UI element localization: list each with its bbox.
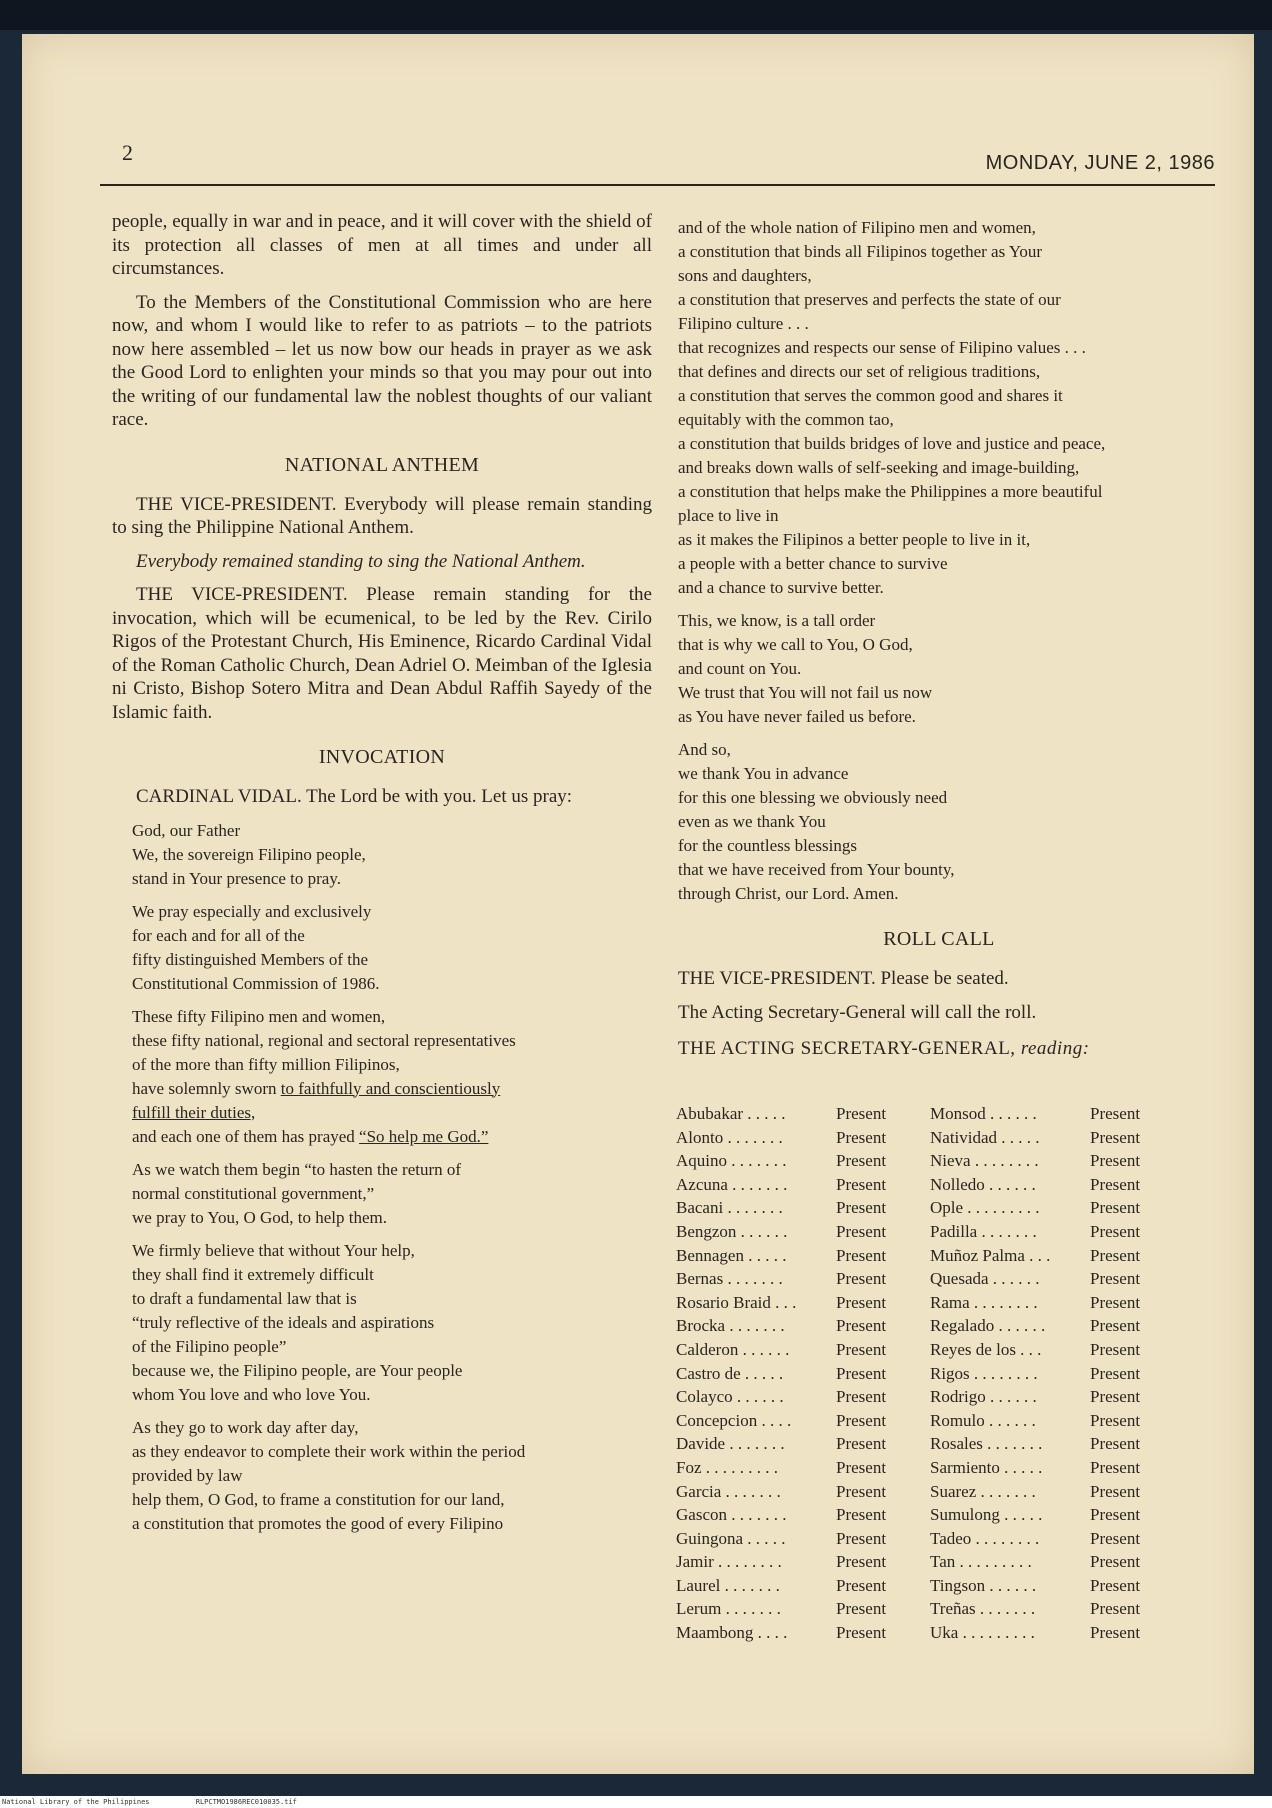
roll-call-row: [930, 1574, 1180, 1598]
paragraph: The Acting Secretary-General will call the roll.: [678, 1001, 1037, 1023]
attendance-status: Present: [836, 1104, 887, 1123]
roll-call-row: [930, 1503, 1180, 1527]
prayer-line: sons and daughters,: [678, 266, 812, 285]
member-name: Romulo . . . . . .: [930, 1410, 1036, 1430]
attendance-status: Present: [1090, 1104, 1141, 1123]
attendance-status: Present: [836, 1269, 887, 1289]
roll-call-row: [676, 1456, 926, 1480]
prayer-line: [132, 1125, 652, 1149]
header-rule: [100, 184, 1215, 186]
paragraph: CARDINAL VIDAL. The Lord be with you. Let us pray:: [136, 786, 573, 807]
prayer-line: of the Filipino people”: [132, 1336, 287, 1356]
member-name: Guingona . . . . .: [676, 1528, 786, 1548]
prayer-line: God, our Father: [132, 820, 241, 840]
member-name: Lerum . . . . . . .: [676, 1599, 781, 1619]
prayer-stanza: [132, 1158, 652, 1230]
roll-call-row: [676, 1621, 926, 1645]
attendance-status: Present: [836, 1552, 887, 1572]
prayer-line: and count on You.: [678, 659, 802, 678]
section-heading-national-anthem: NATIONAL ANTHEM: [284, 453, 480, 476]
prayer-line: we thank You in advance: [678, 764, 849, 783]
member-name: Sarmiento . . . . .: [930, 1457, 1043, 1477]
roll-call-column-right: [930, 1102, 1180, 1645]
prayer-line: for this one blessing we obviously need: [678, 788, 948, 807]
roll-call-row: [930, 1314, 1180, 1338]
member-name: Davide . . . . . . .: [676, 1434, 785, 1454]
roll-call-row: [676, 1362, 926, 1386]
page-header: [100, 112, 1215, 184]
roll-call-row: [930, 1456, 1180, 1480]
attendance-status: Present: [836, 1481, 887, 1501]
member-name: Tadeo . . . . . . . .: [930, 1528, 1040, 1548]
prayer-line: These fifty Filipino men and women,: [132, 1006, 386, 1026]
roll-call-row: [676, 1102, 926, 1126]
prayer-line: and a chance to survive better.: [678, 578, 884, 597]
member-name: Reyes de los . . .: [930, 1339, 1042, 1359]
roll-call-row: [676, 1338, 926, 1362]
roll-call-row: [930, 1385, 1180, 1409]
member-name: Bengzon . . . . . .: [676, 1221, 788, 1241]
prayer-line: through Christ, our Lord. Amen.: [678, 884, 899, 903]
prayer-line: as You have never failed us before.: [678, 707, 916, 726]
roll-call-row: [676, 1267, 926, 1291]
attendance-status: Present: [1090, 1481, 1141, 1501]
attendance-status: Present: [836, 1339, 887, 1359]
member-name: Natividad . . . . .: [930, 1127, 1040, 1147]
roll-call-row: [676, 1244, 926, 1268]
right-column: [678, 216, 1200, 1094]
attendance-status: Present: [1090, 1528, 1141, 1548]
prayer-line: for the countless blessings: [678, 836, 857, 855]
roll-call-row: [676, 1432, 926, 1456]
member-name: Padilla . . . . . . .: [930, 1221, 1037, 1241]
member-name: Concepcion . . . .: [676, 1410, 792, 1430]
member-name: Bernas . . . . . . .: [676, 1269, 783, 1289]
roll-call-row: [930, 1196, 1180, 1220]
prayer-line: we pray to You, O God, to help them.: [132, 1207, 387, 1227]
prayer-text: have solemnly sworn: [132, 1078, 281, 1098]
prayer-line: that recognizes and respects our sense of Filipino values . . .: [678, 338, 1086, 357]
attendance-status: Present: [1090, 1174, 1141, 1194]
roll-call-row: [676, 1291, 926, 1315]
roll-call-row: [676, 1173, 926, 1197]
prayer-stanza: [132, 819, 652, 891]
page-number: 2: [122, 140, 133, 165]
prayer-line: for each and for all of the: [132, 925, 305, 945]
paragraph: To the Members of the Constitutional Commission who are here now, and whom I would like to refer to as patriots – to the patriots now here assembled – let us now bow our heads in prayer as we ask the Good Lord to enlighten your minds so that you may pour out into the writing of our fundamental law the noblest thoughts of our valiant race.: [112, 291, 652, 430]
attendance-status: Present: [836, 1363, 887, 1383]
attendance-status: Present: [836, 1505, 887, 1525]
roll-call-column-left: [676, 1102, 926, 1645]
prayer-line: Constitutional Commission of 1986.: [132, 973, 380, 993]
attendance-status: Present: [1090, 1127, 1141, 1147]
attendance-status: Present: [1090, 1269, 1141, 1289]
attendance-status: Present: [836, 1127, 887, 1147]
prayer-line: a people with a better chance to survive: [678, 554, 948, 573]
attendance-status: Present: [836, 1151, 887, 1171]
prayer-stanza: [678, 738, 1200, 906]
attendance-status: Present: [1090, 1387, 1141, 1407]
roll-call-row: [930, 1597, 1180, 1621]
underlined-text: “So help me God.”: [359, 1126, 489, 1146]
roll-call-row: [930, 1527, 1180, 1551]
file-name: RLPCTMO1986REC010035.tif: [195, 1798, 297, 1806]
prayer-line: As we watch them begin “to hasten the return of: [132, 1159, 462, 1179]
member-name: Nieva . . . . . . . .: [930, 1151, 1039, 1171]
section-heading-roll-call: ROLL CALL: [883, 928, 995, 950]
attendance-status: Present: [836, 1198, 887, 1218]
prayer-line: a constitution that helps make the Philippines a more beautiful: [678, 482, 1103, 501]
prayer-line: We, the sovereign Filipino people,: [132, 844, 366, 864]
member-name: Abubakar . . . . .: [676, 1104, 786, 1123]
prayer-line: that is why we call to You, O God,: [678, 635, 913, 654]
member-name: Treñas . . . . . . .: [930, 1599, 1036, 1619]
speaker-label: THE ACTING SECRETARY-GENERAL,: [678, 1038, 1016, 1059]
member-name: Tingson . . . . . .: [930, 1575, 1037, 1595]
member-name: Muñoz Palma . . .: [930, 1245, 1051, 1265]
roll-call-row: [930, 1432, 1180, 1456]
attendance-status: Present: [836, 1599, 887, 1619]
member-name: Bacani . . . . . . .: [676, 1198, 783, 1218]
paragraph: THE VICE-PRESIDENT. Please be seated.: [678, 968, 1009, 989]
prayer-line: We trust that You will not fail us now: [678, 683, 933, 702]
underlined-text: to faithfully and conscientiously: [280, 1078, 501, 1098]
prayer-line: We pray especially and exclusively: [132, 901, 372, 921]
roll-call-row: [930, 1149, 1180, 1173]
member-name: Rosales . . . . . . .: [930, 1434, 1043, 1454]
prayer-line: a constitution that builds bridges of love and justice and peace,: [678, 434, 1106, 453]
attendance-status: Present: [1090, 1575, 1141, 1595]
prayer-text: and each one of them has prayed: [132, 1126, 360, 1146]
attendance-status: Present: [1090, 1363, 1141, 1383]
paragraph: people, equally in war and in peace, and it will cover with the shield of its protection all classes of men at all times and under all circumstances.: [112, 211, 652, 279]
paragraph: THE VICE-PRESIDENT. Everybody will please remain standing to sing the Philippine National Anthem.: [112, 493, 652, 538]
roll-call-row: [676, 1126, 926, 1150]
prayer-line: whom You love and who love You.: [132, 1384, 371, 1404]
attendance-status: Present: [1090, 1434, 1141, 1454]
attendance-status: Present: [1090, 1151, 1141, 1171]
reading-word: reading:: [1020, 1038, 1090, 1059]
member-name: Garcia . . . . . . .: [676, 1481, 781, 1501]
member-name: Rigos . . . . . . . .: [930, 1363, 1038, 1383]
roll-call-row: [676, 1597, 926, 1621]
reading-line: [678, 1038, 1200, 1060]
scan-top-border: [0, 0, 1272, 30]
prayer-line: to draft a fundamental law that is: [132, 1288, 357, 1308]
member-name: Ople . . . . . . . . .: [930, 1198, 1040, 1218]
roll-call-row: [930, 1102, 1180, 1126]
roll-call-row: [930, 1220, 1180, 1244]
prayer-line: of the more than fifty million Filipinos,: [132, 1054, 400, 1074]
prayer-line: equitably with the common tao,: [678, 410, 894, 429]
section-heading-invocation: INVOCATION: [318, 746, 446, 768]
prayer-line: Filipino culture . . .: [678, 314, 809, 333]
prayer-stanza: [678, 216, 1200, 600]
left-column: [112, 210, 652, 1545]
prayer-stanza: [132, 1005, 652, 1149]
member-name: Rama . . . . . . . .: [930, 1292, 1038, 1312]
member-name: Brocka . . . . . . .: [676, 1316, 785, 1336]
member-name: Colayco . . . . . .: [676, 1387, 784, 1407]
header-date: MONDAY, JUNE 2, 1986: [985, 152, 1215, 174]
attendance-status: Present: [836, 1457, 887, 1477]
prayer-line: a constitution that preserves and perfects the state of our: [678, 290, 1061, 309]
prayer-stanza: [678, 609, 1200, 729]
member-name: Suarez . . . . . . .: [930, 1481, 1036, 1501]
roll-call-row: [676, 1149, 926, 1173]
attendance-status: Present: [836, 1316, 887, 1336]
member-name: Quesada . . . . . .: [930, 1269, 1040, 1289]
member-name: Bennagen . . . . .: [676, 1245, 787, 1265]
roll-call-row: [676, 1527, 926, 1551]
member-name: Rosario Braid . . .: [676, 1292, 797, 1312]
prayer-line: place to live in: [678, 506, 779, 525]
attendance-status: Present: [836, 1387, 887, 1407]
member-name: Monsod . . . . . .: [930, 1104, 1037, 1123]
member-name: Regalado . . . . . .: [930, 1316, 1046, 1336]
attendance-status: Present: [1090, 1221, 1141, 1241]
stage-direction: Everybody remained standing to sing the National Anthem.: [136, 550, 586, 572]
attendance-status: Present: [1090, 1339, 1141, 1359]
prayer-line: stand in Your presence to pray.: [132, 868, 341, 888]
attendance-status: Present: [836, 1410, 887, 1430]
member-name: Jamir . . . . . . . .: [676, 1552, 782, 1572]
prayer-stanza: [132, 1239, 652, 1407]
member-name: Maambong . . . .: [676, 1623, 788, 1643]
library-credit: National Library of the Philippines: [2, 1798, 150, 1806]
attendance-status: Present: [836, 1245, 887, 1265]
roll-call-row: [676, 1385, 926, 1409]
prayer-line: And so,: [678, 740, 731, 759]
attendance-status: Present: [836, 1174, 887, 1194]
prayer-line: as it makes the Filipinos a better people to live in it,: [678, 530, 1031, 549]
scan-footer: [0, 1796, 1272, 1808]
prayer-line: We firmly believe that without Your help,: [132, 1240, 415, 1260]
roll-call-row: [930, 1126, 1180, 1150]
prayer-line: a constitution that promotes the good of every Filipino: [132, 1513, 504, 1533]
roll-call-row: [930, 1409, 1180, 1433]
prayer-line: a constitution that serves the common good and shares it: [678, 386, 1063, 405]
attendance-status: Present: [836, 1292, 887, 1312]
attendance-status: Present: [1090, 1505, 1141, 1525]
attendance-status: Present: [836, 1575, 887, 1595]
prayer-line: fifty distinguished Members of the: [132, 949, 369, 969]
attendance-status: Present: [1090, 1198, 1141, 1218]
attendance-status: Present: [836, 1528, 887, 1548]
member-name: Alonto . . . . . . .: [676, 1127, 783, 1147]
roll-call-row: [676, 1550, 926, 1574]
attendance-status: Present: [836, 1623, 887, 1643]
prayer-stanza: [132, 900, 652, 996]
member-name: Uka . . . . . . . . .: [930, 1623, 1035, 1643]
roll-call-row: [930, 1362, 1180, 1386]
attendance-status: Present: [1090, 1316, 1141, 1336]
prayer-line: and breaks down walls of self-seeking and image-building,: [678, 458, 1080, 477]
attendance-status: Present: [836, 1434, 887, 1454]
member-name: Gascon . . . . . . .: [676, 1505, 787, 1525]
member-name: Tan . . . . . . . . .: [930, 1552, 1032, 1572]
prayer-line: [132, 1077, 652, 1101]
prayer-line: even as we thank You: [678, 812, 826, 831]
attendance-status: Present: [836, 1221, 887, 1241]
prayer-line: as they endeavor to complete their work within the period: [132, 1441, 526, 1461]
attendance-status: Present: [1090, 1623, 1141, 1643]
attendance-status: Present: [1090, 1552, 1141, 1572]
prayer-line: that defines and directs our set of religious traditions,: [678, 362, 1041, 381]
prayer-line: This, we know, is a tall order: [678, 611, 876, 630]
roll-call-row: [676, 1480, 926, 1504]
prayer-line: normal constitutional government,”: [132, 1183, 375, 1203]
prayer-line: they shall find it extremely difficult: [132, 1264, 374, 1284]
prayer-line: that we have received from Your bounty,: [678, 860, 955, 879]
roll-call-row: [930, 1550, 1180, 1574]
roll-call-row: [930, 1173, 1180, 1197]
member-name: Nolledo . . . . . .: [930, 1174, 1036, 1194]
prayer-line: As they go to work day after day,: [132, 1417, 359, 1437]
member-name: Castro de . . . . .: [676, 1363, 784, 1383]
attendance-status: Present: [1090, 1457, 1141, 1477]
roll-call-row: [930, 1267, 1180, 1291]
prayer-line: because we, the Filipino people, are Your people: [132, 1360, 463, 1380]
roll-call-row: [930, 1621, 1180, 1645]
roll-call-row: [676, 1574, 926, 1598]
member-name: Sumulong . . . . .: [930, 1505, 1043, 1525]
member-name: Foz . . . . . . . . .: [676, 1457, 778, 1477]
member-name: Azcuna . . . . . . .: [676, 1174, 788, 1194]
roll-call-row: [676, 1220, 926, 1244]
roll-call-row: [930, 1480, 1180, 1504]
member-name: Rodrigo . . . . . .: [930, 1387, 1037, 1407]
underlined-text: fulfill their duties,: [132, 1102, 256, 1122]
member-name: Aquino . . . . . . .: [676, 1151, 787, 1171]
prayer-line: help them, O God, to frame a constitution for our land,: [132, 1489, 505, 1509]
prayer-line: provided by law: [132, 1465, 243, 1485]
roll-call-row: [676, 1196, 926, 1220]
roll-call-row: [930, 1244, 1180, 1268]
prayer-line: “truly reflective of the ideals and aspirations: [132, 1312, 435, 1332]
prayer-line: a constitution that binds all Filipinos together as Your: [678, 242, 1043, 261]
attendance-status: Present: [1090, 1599, 1141, 1619]
prayer-stanza: [132, 1416, 652, 1536]
roll-call-row: [930, 1338, 1180, 1362]
roll-call-row: [676, 1409, 926, 1433]
attendance-status: Present: [1090, 1245, 1141, 1265]
roll-call-row: [676, 1503, 926, 1527]
member-name: Laurel . . . . . . .: [676, 1575, 780, 1595]
attendance-status: Present: [1090, 1410, 1141, 1430]
roll-call-row: [676, 1314, 926, 1338]
attendance-status: Present: [1090, 1292, 1141, 1312]
member-name: Calderon . . . . . .: [676, 1339, 790, 1359]
roll-call-row: [930, 1291, 1180, 1315]
prayer-line: and of the whole nation of Filipino men and women,: [678, 218, 1036, 237]
paragraph: THE VICE-PRESIDENT. Please remain standing for the invocation, which will be ecumenical, to be led by the Rev. Cirilo Rigos of the Protestant Church, His Eminence, Ricardo Cardinal Vidal of the Roman Catholic Church, Dean Adriel O. Meimban of the Iglesia ni Cristo, Bishop Sotero Mitra and Dean Abdul Raffih Sayedy of the Islamic faith.: [112, 584, 652, 723]
prayer-line: these fifty national, regional and sectoral representatives: [132, 1030, 516, 1050]
